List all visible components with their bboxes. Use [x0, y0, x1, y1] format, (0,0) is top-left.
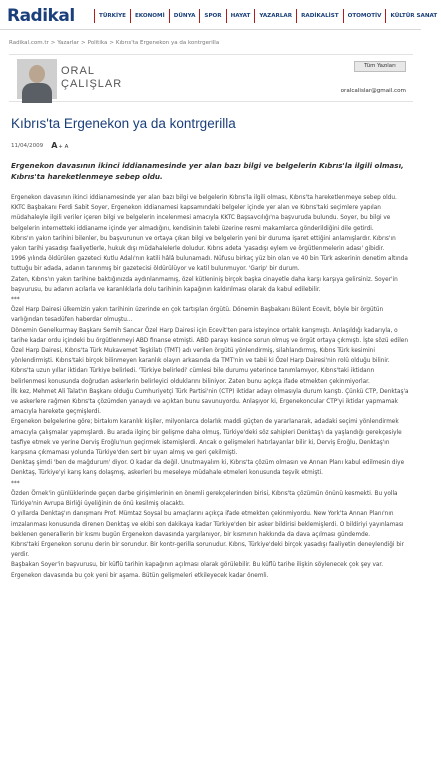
author-box: [9, 54, 413, 102]
breadcrumb-separator: >: [109, 40, 114, 46]
font-size-controls: [51, 141, 68, 150]
nav-item-0[interactable]: TÜRKİYE: [94, 9, 130, 23]
avatar-body-shape: [22, 83, 52, 103]
article-body: [11, 193, 411, 581]
breadcrumb-link[interactable]: Radikal.com.tr: [9, 40, 49, 46]
article-paragraph: Zaten, Kıbrıs'ın yakın tarihine baktığınızda aydınlanmamış, özel kütleniniş birçok başka cinayetle daha karşı karşıya gelirsiniz. Soyer'in başvurusu, bu adanın acılarla ve karanlıklarla dolu tarihinin kapağının kaldırılması olarak da kabul edilebilir.: [11, 276, 398, 293]
article-title: Kıbrıs'ta Ergenekon ya da kontrgerilla: [11, 116, 236, 131]
nav-item-6[interactable]: RADİKALİST: [296, 9, 343, 23]
article-paragraph: Ergenekon belgelerine göre; birtakım karanlık kişiler, milyonlarca dolarlık maddi güçten de yararlanarak, adadaki seçimi yönlendirmek amacıyla çalışmalar yapmışlardı. Bu arada ilginç bir gelişme daha olmuş, Türkiye'deki söz sahipleri Denktaş'ı da yaşlandığı gerekçesiyle tasfiye etmek ve yerine Derviş Eroğlu'nun geçirmek istemişlerdi. Ancak o gelişmeleri hatırlayanlar bilir ki, Derviş Eroğlu, Denktaş'ın karşısına çıkmaması yolunda Türkiye'den sert bir uyarı almış ve geri çekilmişti.: [11, 419, 402, 457]
article-paragraph: Başbakan Soyer'in başvurusu, bir küflü tarihin kapağının açılması olarak görülebilir. Bu küflü tarihe ilişkin söylenecek çok şey var.: [11, 562, 384, 569]
article-paragraph: Özel Harp Dairesi ülkemizin yakın tarihinin üzerinde en çok tartışılan örgütü. Dönemin Başbakanı Bülent Ecevit, böyle bir örgütün varlığından tesadüfen haberdar olmuştu…: [11, 307, 384, 324]
nav-item-2[interactable]: DÜNYA: [169, 9, 200, 23]
breadcrumb-link[interactable]: Kıbrıs'ta Ergenekon ya da kontrgerilla: [115, 40, 220, 46]
article-date: 11/04/2009: [11, 142, 44, 149]
nav-item-7[interactable]: OTOMOTİV: [343, 9, 386, 23]
site-logo[interactable]: Radikal: [7, 6, 75, 26]
nav-item-3[interactable]: SPOR: [199, 9, 225, 23]
nav-item-1[interactable]: EKONOMİ: [130, 9, 169, 23]
avatar-head-shape: [29, 65, 45, 83]
font-decrease-button[interactable]: A: [64, 144, 69, 150]
breadcrumb-separator: >: [81, 40, 86, 46]
article-meta: [11, 141, 68, 150]
breadcrumb-link[interactable]: Politika: [87, 40, 108, 46]
article-paragraph: Ergenekon davasının ikinci iddianamesinde yer alan bazı bilgi ve belgelerin Kıbrıs'la ilgili olması, Kıbrıs'ta hareketlenmeye sebep oldu. KKTC Başbakanı Ferdi Sabit Soyer, Ergenekon iddianamesi kapsamındaki belgeler içinde yer alan ve Kıbrıs'taki seçimlere yapılan müdahaleyle ilgili veriler içeren bilgi ve belgelerin incelenmesi amacıyla KKTC Başsavcılığı'na başvuruda bulundu. Soyer, bu bilgi ve belgelerin internetteki iddianame içinde yer almadığını, kendisinin talebi üzerine resmi makamlarca gönderildiğini dile getirdi.: [11, 195, 397, 232]
nav-item-4[interactable]: HAYAT: [226, 9, 255, 23]
nav-item-8[interactable]: KÜLTÜR SANAT: [385, 9, 441, 23]
all-posts-button[interactable]: Tüm Yazıları: [354, 61, 406, 72]
top-bar: [0, 0, 438, 30]
author-avatar[interactable]: [17, 59, 57, 99]
article-paragraph: O yıllarda Denktaş'ın danışmanı Prof. Mümtaz Soysal bu amaçlarını açıkça ifade etmekten çekinmiyordu. New York'ta Annan Planı'nın imzalanması konusunda direnen Denktaş ve ekibi son dakikaya kadar Türkiye'den bir asker bildirisi beklemişlerdi. O bildiriyi yayınlaması beklenen generallerin bir kısmı bugün Ergenekon davasında yargılanıyor, bir kısmının hakkında da dava açılması gündemde.: [11, 511, 404, 538]
author-first-name: ORAL: [61, 65, 95, 77]
author-last-name: ÇALIŞLAR: [61, 78, 123, 90]
article-paragraph: Özden Örnek'in günlüklerinde geçen darbe girişimlerinin en önemli gerekçelerinden birisi, Kıbrıs'ta çözümün önünü kesmekti. Bu yolla Türkiye'nin Avrupa Birliği üyeliğinin de önü kesilmiş olacaktı.: [11, 490, 398, 508]
article-paragraph: Denktaş şimdi 'ben de mağdurum' diyor. O kadar da değil. Unutmayalım ki, Kıbrıs'ta çözüm olmasın ve Annan Planı kabul edilmesin diye Denktaş, Türkiye'yi karış karış dolaşmış, askerleri bu meseleye müdahale etmeleri konusunda teşvik etmişti.: [11, 460, 405, 477]
article-lead: Ergenekon davasının ikinci iddianamesinde yer alan bazı bilgi ve belgelerin Kıbrıs'la ilgili olması, Kıbrıs'ta hareketlenmeye sebep oldu.: [11, 161, 404, 181]
section-separator: ***: [11, 297, 20, 304]
article-paragraph: Kıbrıs'ta uzun yıllar iktidarı Türkiye belirledi. 'Türkiye belirledi' cümlesi bile durumu yeterince tanımlamıyor, Kıbrıs'taki iktidarın belirlenmesi konusunda doğrudan askerlerin belirleyici olduklarını biliniyor. Zaten bunu açıkça ifade etmekten çekinmiyorlar.: [11, 368, 375, 385]
article-paragraph: 1996 yılında öldürülen gazeteci Kutlu Adalı'nın katili hâlâ bulunamadı. Nüfusu birkaç yüz bin olan ve 40 bin Türk askerinin denetim altında tuttuğu bir adada, adanın tanınmış bir gazetecisi öldürülüyor ve katil bulunmuyor. 'Garip' bir durum.: [11, 256, 408, 273]
article-paragraph: Kıbrıs'ın yakın tarihini bilenler, bu başvurunun ve ortaya çıkan bilgi ve belgelerin yeni bir duruma işaret ettiğini anlamışlardır. Kıbrıs'ın yakın tarihi yasadışı faaliyetlerle, hukuk dışı müdahalelerle doludur. Kıbrıs adeta 'yasadışı eylem ve örgütlenmelerin adası' gibidir.: [11, 235, 396, 253]
breadcrumb-separator: >: [50, 40, 56, 46]
author-email[interactable]: oralcalislar@gmail.com: [340, 88, 406, 94]
section-separator: ***: [11, 480, 20, 487]
font-increase-button[interactable]: A: [51, 141, 58, 150]
font-increase-sign: +: [58, 144, 63, 150]
article-paragraph: Ergenekon davasında bu çok yeni bir aşama. Bütün gelişmeleri etkileyecek kadar önemli.: [11, 572, 269, 579]
breadcrumb: [9, 40, 221, 46]
article-paragraph: Kıbrıs'taki Ergenekon sorunu derin bir sorundur. Bir kontr-gerilla sorunudur. Kıbrıs, Türkiye'deki birçok yasadışı faaliyetin deneylendiği bir yerdir.: [11, 541, 404, 559]
nav-item-5[interactable]: YAZARLAR: [254, 9, 296, 23]
breadcrumb-link[interactable]: Yazarlar: [57, 40, 80, 46]
article-paragraph: Dönemin Genelkurmay Başkanı Semih Sancar Özel Harp Dairesi için Ecevit'ten para isteyince ortalık karışmıştı. Anlaşıldığı kadarıyla, o tarihe kadar ordu içindeki bu örgütlenmeyi ABD finanse etmişti. ABD parayı kesince sorun olmuş ve örgüt ortaya çıkmıştı. İşte sözü edilen Özel Harp Dairesi, Kıbrıs'ta Türk Mukavemet Teşkilatı (TMT) adı verilen örgütü yönlendirmiş, silahlandırmış, Kıbrıs Türk kesimini yönlendirmişti. Kıbrıs'taki birçok bilinmeyen karanlık olayın arkasında da TMT'nin ve tabii ki Özel Harp Dairesi'nin rolü olduğu bilinir.: [11, 327, 408, 365]
article-paragraph: İlk kez, Mehmet Ali Talat'ın Başkanı olduğu Cumhuriyetçi Türk Partisi'nin (CTP) iktidar adayı olmasıyla durum karıştı. Çünkü CTP, Denktaş'a ve askerlere rağmen Kıbrıs'ta çözümden yanaydı ve açıktan bunu savunuyordu. Anlaşıyor ki, Ergenekoncular CTP'yi iktidar yapmamak amacıyla harekete geçmişlerdi.: [11, 388, 409, 416]
author-name[interactable]: [61, 65, 122, 91]
main-nav: [94, 9, 441, 25]
